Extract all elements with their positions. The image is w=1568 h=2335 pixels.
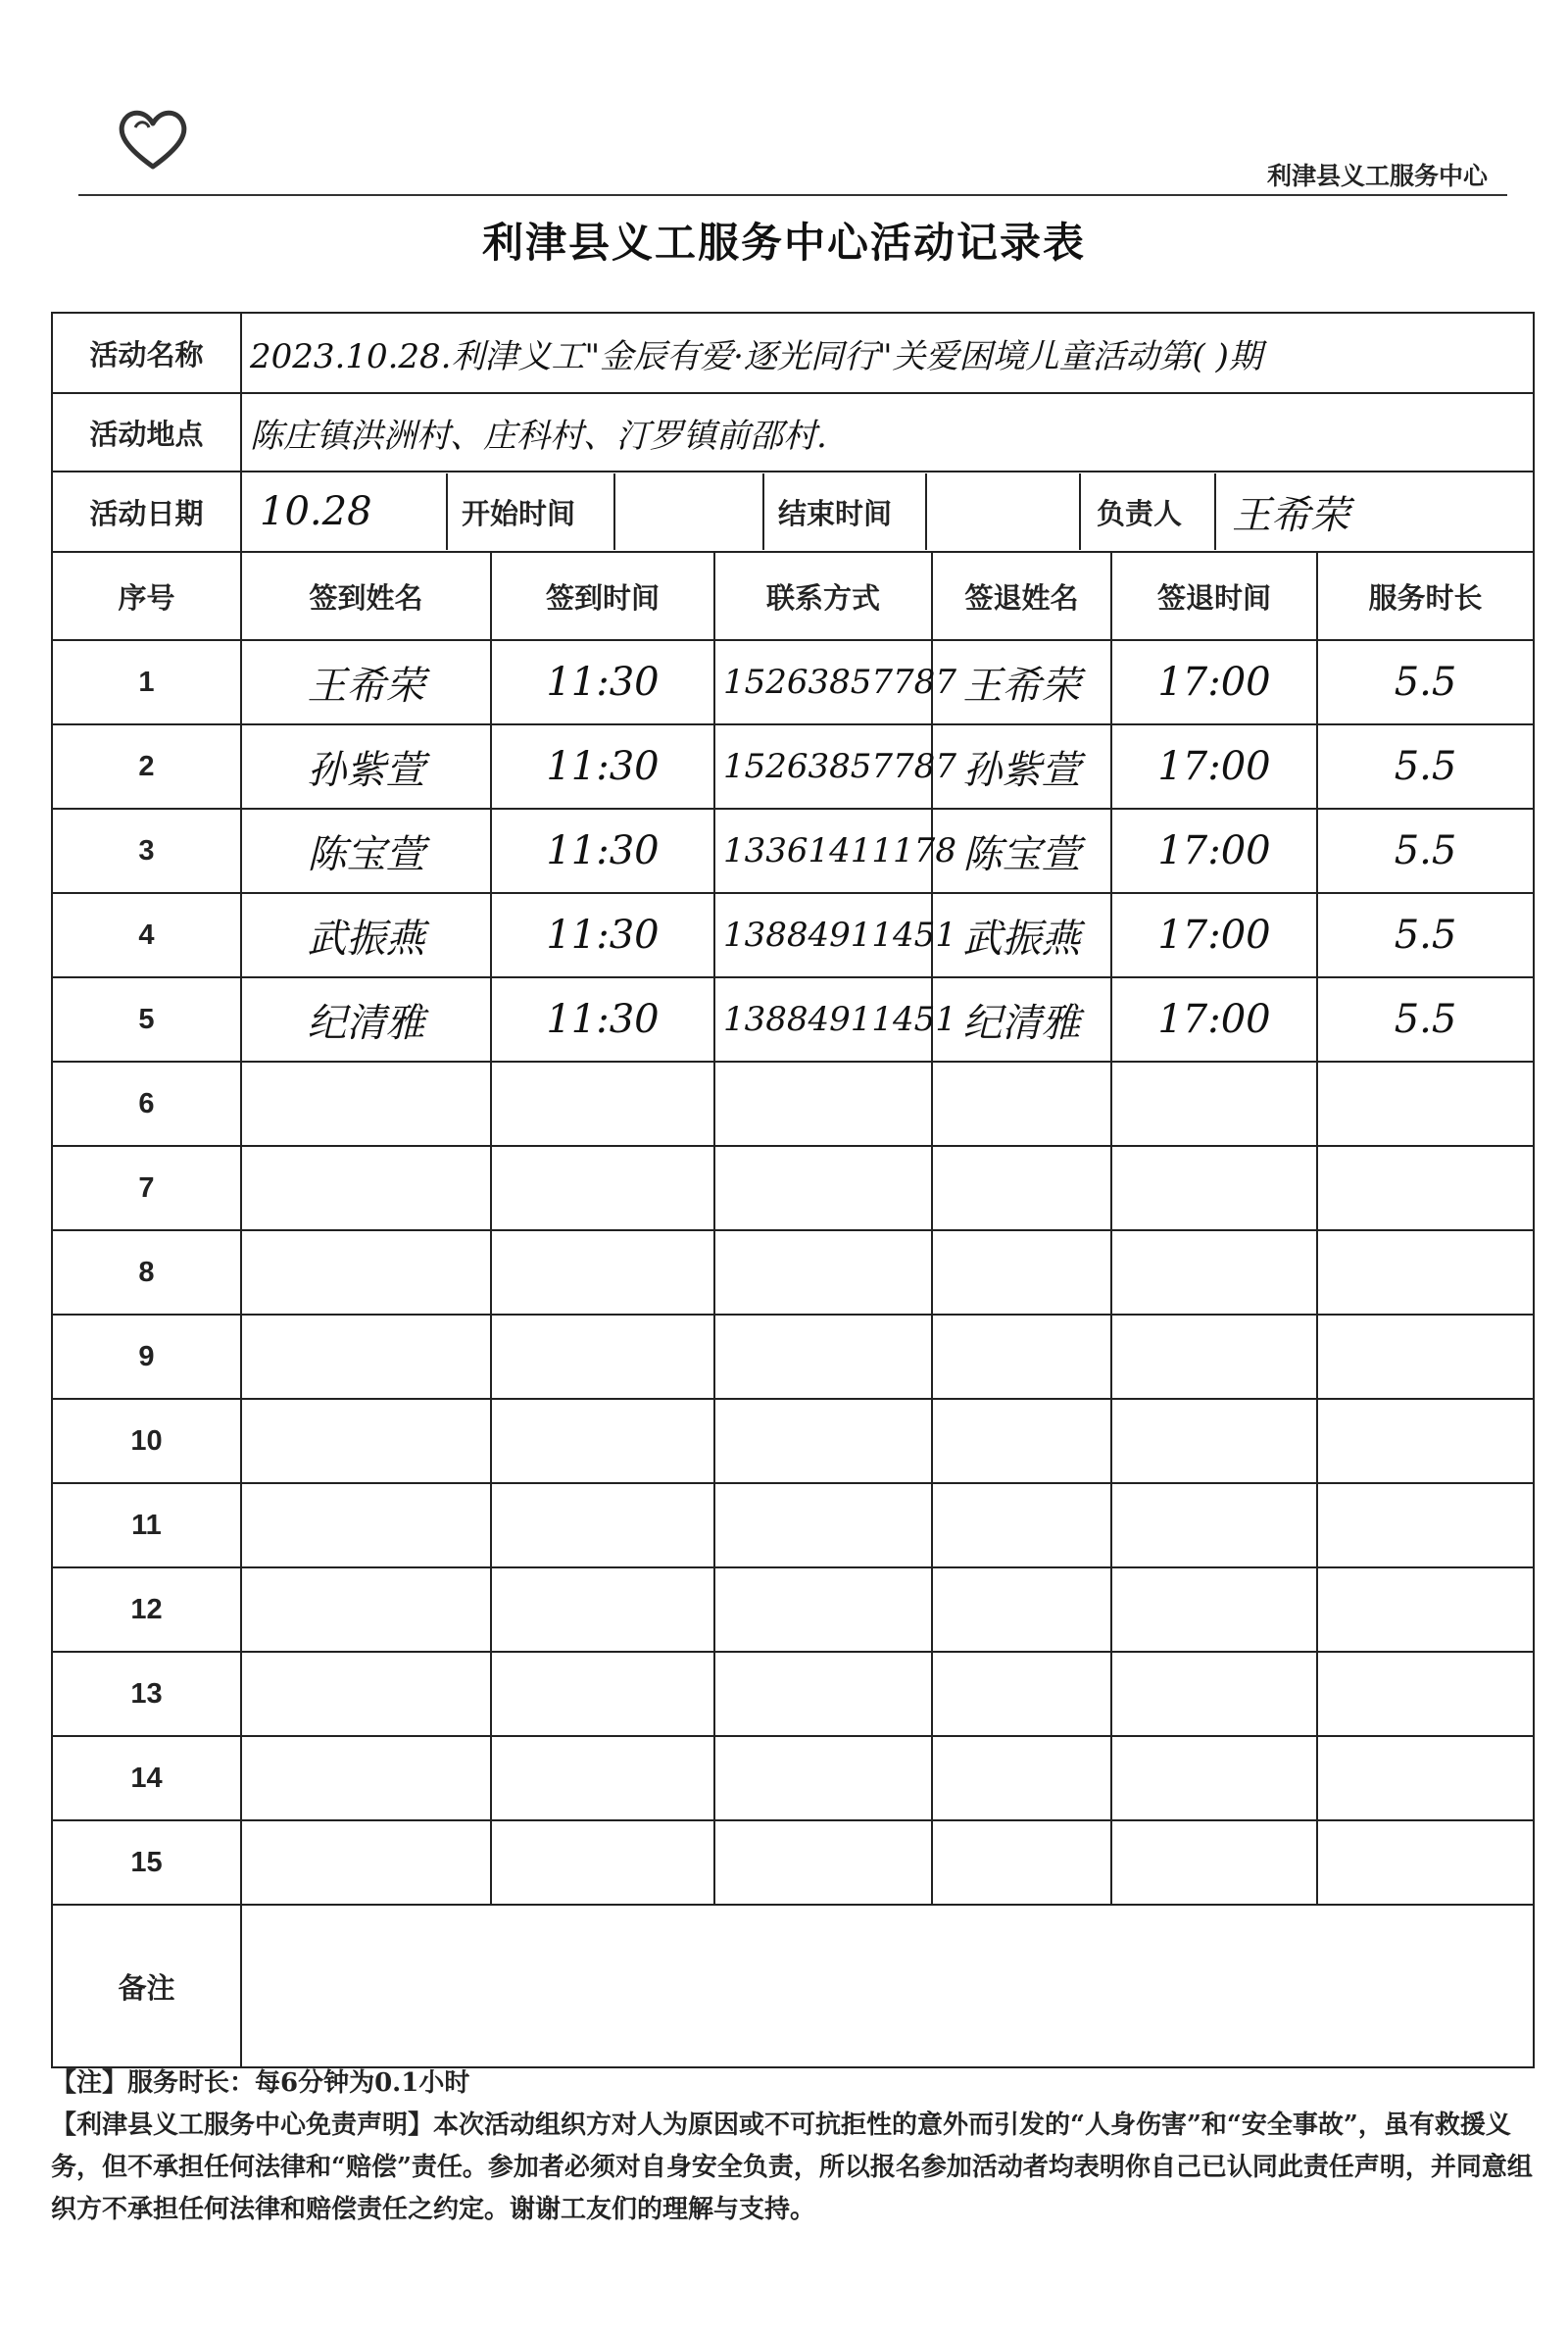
activity-location-value: 陈庄镇洪洲村、庄科村、汀罗镇前邵村. (241, 393, 1534, 472)
signin-time (491, 1146, 714, 1230)
table-row (52, 1483, 1534, 1567)
signin-time: 11:30 (491, 977, 714, 1062)
signout-name (932, 1652, 1111, 1736)
signin-name: 武振燕 (241, 893, 491, 977)
remarks-row (52, 1905, 1534, 2067)
table-row (52, 1652, 1534, 1736)
disclaimer-text: 【利津县义工服务中心免责声明】本次活动组织方对人为原因或不可抗拒性的意外而引发的“人身伤害”和“安全事故”，虽有救援义务，但不承担任何法律和“赔偿”责任。参加者必须对自身安全负责，所以报名参加活动者均表明你自己已认同此责任声明，并同意组织方不承担任何法律和赔偿责任之约定。谢谢工友们的理解与支持。 (51, 2111, 1533, 2224)
signin-name (241, 1146, 491, 1230)
contact-phone (714, 1315, 932, 1399)
contact-phone: 13884911451 (714, 893, 932, 977)
col-header-contact: 联系方式 (714, 552, 932, 640)
table-row (52, 893, 1534, 977)
table-row (52, 1146, 1534, 1230)
col-header-signin-time: 签到时间 (491, 552, 714, 640)
heart-icon (116, 106, 190, 174)
service-hours (1317, 1736, 1534, 1820)
remarks-value (241, 1905, 1534, 2067)
signout-time (1111, 1483, 1317, 1567)
service-hours (1317, 1820, 1534, 1905)
table-row (52, 1315, 1534, 1399)
signin-time (491, 1652, 714, 1736)
signout-name (932, 1230, 1111, 1315)
leader-value: 王希荣 (1232, 492, 1349, 538)
signout-name (932, 1483, 1111, 1567)
signout-time (1111, 1820, 1317, 1905)
signout-time: 17:00 (1111, 893, 1317, 977)
signout-name (932, 1399, 1111, 1483)
signout-time (1111, 1146, 1317, 1230)
signin-time (491, 1736, 714, 1820)
signin-time (491, 1399, 714, 1483)
contact-phone: 15263857787 (714, 724, 932, 809)
service-hours: 5.5 (1317, 809, 1534, 893)
row-no: 12 (52, 1567, 241, 1652)
leader-label: 负责人 (1081, 473, 1216, 550)
signin-time (491, 1062, 714, 1146)
signin-time: 11:30 (491, 724, 714, 809)
signout-time: 17:00 (1111, 724, 1317, 809)
signin-time: 11:30 (491, 809, 714, 893)
signout-name: 王希荣 (932, 640, 1111, 724)
column-header-row (52, 552, 1534, 640)
activity-name-value: 2023.10.28.利津义工"金辰有爱·逐光同行"关爱困境儿童活动第( )期 (241, 313, 1534, 393)
col-header-no: 序号 (52, 552, 241, 640)
row-no: 8 (52, 1230, 241, 1315)
page-title: 利津县义工服务中心活动记录表 (481, 219, 1086, 267)
row-no: 5 (52, 977, 241, 1062)
contact-phone (714, 1820, 932, 1905)
col-header-service-hours: 服务时长 (1317, 552, 1534, 640)
start-time-value (613, 473, 764, 550)
contact-phone: 15263857787 (714, 640, 932, 724)
col-header-signout-name: 签退姓名 (932, 552, 1111, 640)
row-no: 4 (52, 893, 241, 977)
contact-phone (714, 1567, 932, 1652)
signout-name: 纪清雅 (932, 977, 1111, 1062)
signin-name (241, 1736, 491, 1820)
signin-time: 11:30 (491, 893, 714, 977)
signout-name: 陈宝萱 (932, 809, 1111, 893)
activity-name-row (52, 313, 1534, 393)
activity-location-label: 活动地点 (52, 393, 241, 472)
table-row (52, 809, 1534, 893)
signout-time (1111, 1230, 1317, 1315)
service-hours (1317, 1146, 1534, 1230)
signin-time (491, 1820, 714, 1905)
signout-time (1111, 1315, 1317, 1399)
signout-time (1111, 1736, 1317, 1820)
start-time-label: 开始时间 (462, 496, 576, 530)
service-hours: 5.5 (1317, 724, 1534, 809)
signout-time: 17:00 (1111, 809, 1317, 893)
signin-name: 陈宝萱 (241, 809, 491, 893)
signin-name (241, 1399, 491, 1483)
signin-name (241, 1567, 491, 1652)
service-hours (1317, 1230, 1534, 1315)
row-no: 7 (52, 1146, 241, 1230)
contact-phone (714, 1736, 932, 1820)
row-no: 6 (52, 1062, 241, 1146)
remarks-label: 备注 (52, 1905, 241, 2067)
signin-time: 11:30 (491, 640, 714, 724)
signin-name: 纪清雅 (241, 977, 491, 1062)
footer-notes (51, 2062, 1533, 2231)
row-no: 13 (52, 1652, 241, 1736)
header-divider (78, 194, 1507, 196)
signout-time: 17:00 (1111, 977, 1317, 1062)
row-no: 3 (52, 809, 241, 893)
end-time-label: 结束时间 (778, 496, 893, 530)
signout-name (932, 1315, 1111, 1399)
row-no: 1 (52, 640, 241, 724)
table-row (52, 977, 1534, 1062)
activity-name-label: 活动名称 (52, 313, 241, 393)
signin-time (491, 1230, 714, 1315)
service-hours (1317, 1483, 1534, 1567)
row-no: 14 (52, 1736, 241, 1820)
activity-location-row (52, 393, 1534, 472)
table-row (52, 1820, 1534, 1905)
col-header-signout-time: 签退时间 (1111, 552, 1317, 640)
org-header-name: 利津县义工服务中心 (1266, 162, 1488, 190)
signout-name (932, 1820, 1111, 1905)
contact-phone: 13884911451 (714, 977, 932, 1062)
contact-phone (714, 1399, 932, 1483)
activity-record-table (51, 312, 1535, 2068)
signin-time (491, 1315, 714, 1399)
signout-name (932, 1567, 1111, 1652)
table-row (52, 1567, 1534, 1652)
service-hours: 5.5 (1317, 893, 1534, 977)
table-row (52, 1230, 1534, 1315)
signout-name (932, 1736, 1111, 1820)
signout-time (1111, 1567, 1317, 1652)
service-hours-note: 【注】服务时长：每6分钟为0.1小时 (51, 2068, 470, 2098)
activity-date-label: 活动日期 (52, 472, 241, 552)
signout-time (1111, 1399, 1317, 1483)
signout-time (1111, 1062, 1317, 1146)
service-hours (1317, 1652, 1534, 1736)
signout-time: 17:00 (1111, 640, 1317, 724)
signin-name: 王希荣 (241, 640, 491, 724)
activity-date-row (52, 472, 1534, 552)
contact-phone (714, 1062, 932, 1146)
contact-phone (714, 1230, 932, 1315)
contact-phone (714, 1483, 932, 1567)
service-hours (1317, 1399, 1534, 1483)
signin-time (491, 1483, 714, 1567)
end-time-value (925, 473, 1081, 550)
row-no: 11 (52, 1483, 241, 1567)
signin-name (241, 1820, 491, 1905)
contact-phone (714, 1652, 932, 1736)
contact-phone (714, 1146, 932, 1230)
row-no: 10 (52, 1399, 241, 1483)
service-hours: 5.5 (1317, 977, 1534, 1062)
service-hours (1317, 1315, 1534, 1399)
signout-name (932, 1062, 1111, 1146)
signin-name (241, 1483, 491, 1567)
signout-name (932, 1146, 1111, 1230)
table-row (52, 724, 1534, 809)
row-no: 15 (52, 1820, 241, 1905)
row-no: 9 (52, 1315, 241, 1399)
contact-phone: 13361411178 (714, 809, 932, 893)
signin-name (241, 1062, 491, 1146)
service-hours (1317, 1062, 1534, 1146)
signin-name (241, 1315, 491, 1399)
signin-name: 孙紫萱 (241, 724, 491, 809)
signin-name (241, 1230, 491, 1315)
signout-name: 武振燕 (932, 893, 1111, 977)
service-hours (1317, 1567, 1534, 1652)
service-hours: 5.5 (1317, 640, 1534, 724)
table-row (52, 1736, 1534, 1820)
signout-name: 孙紫萱 (932, 724, 1111, 809)
table-row (52, 1062, 1534, 1146)
activity-date-value: 10.28 (242, 473, 448, 550)
row-no: 2 (52, 724, 241, 809)
signin-time (491, 1567, 714, 1652)
signout-time (1111, 1652, 1317, 1736)
table-row (52, 1399, 1534, 1483)
col-header-signin-name: 签到姓名 (241, 552, 491, 640)
table-row (52, 640, 1534, 724)
signin-name (241, 1652, 491, 1736)
